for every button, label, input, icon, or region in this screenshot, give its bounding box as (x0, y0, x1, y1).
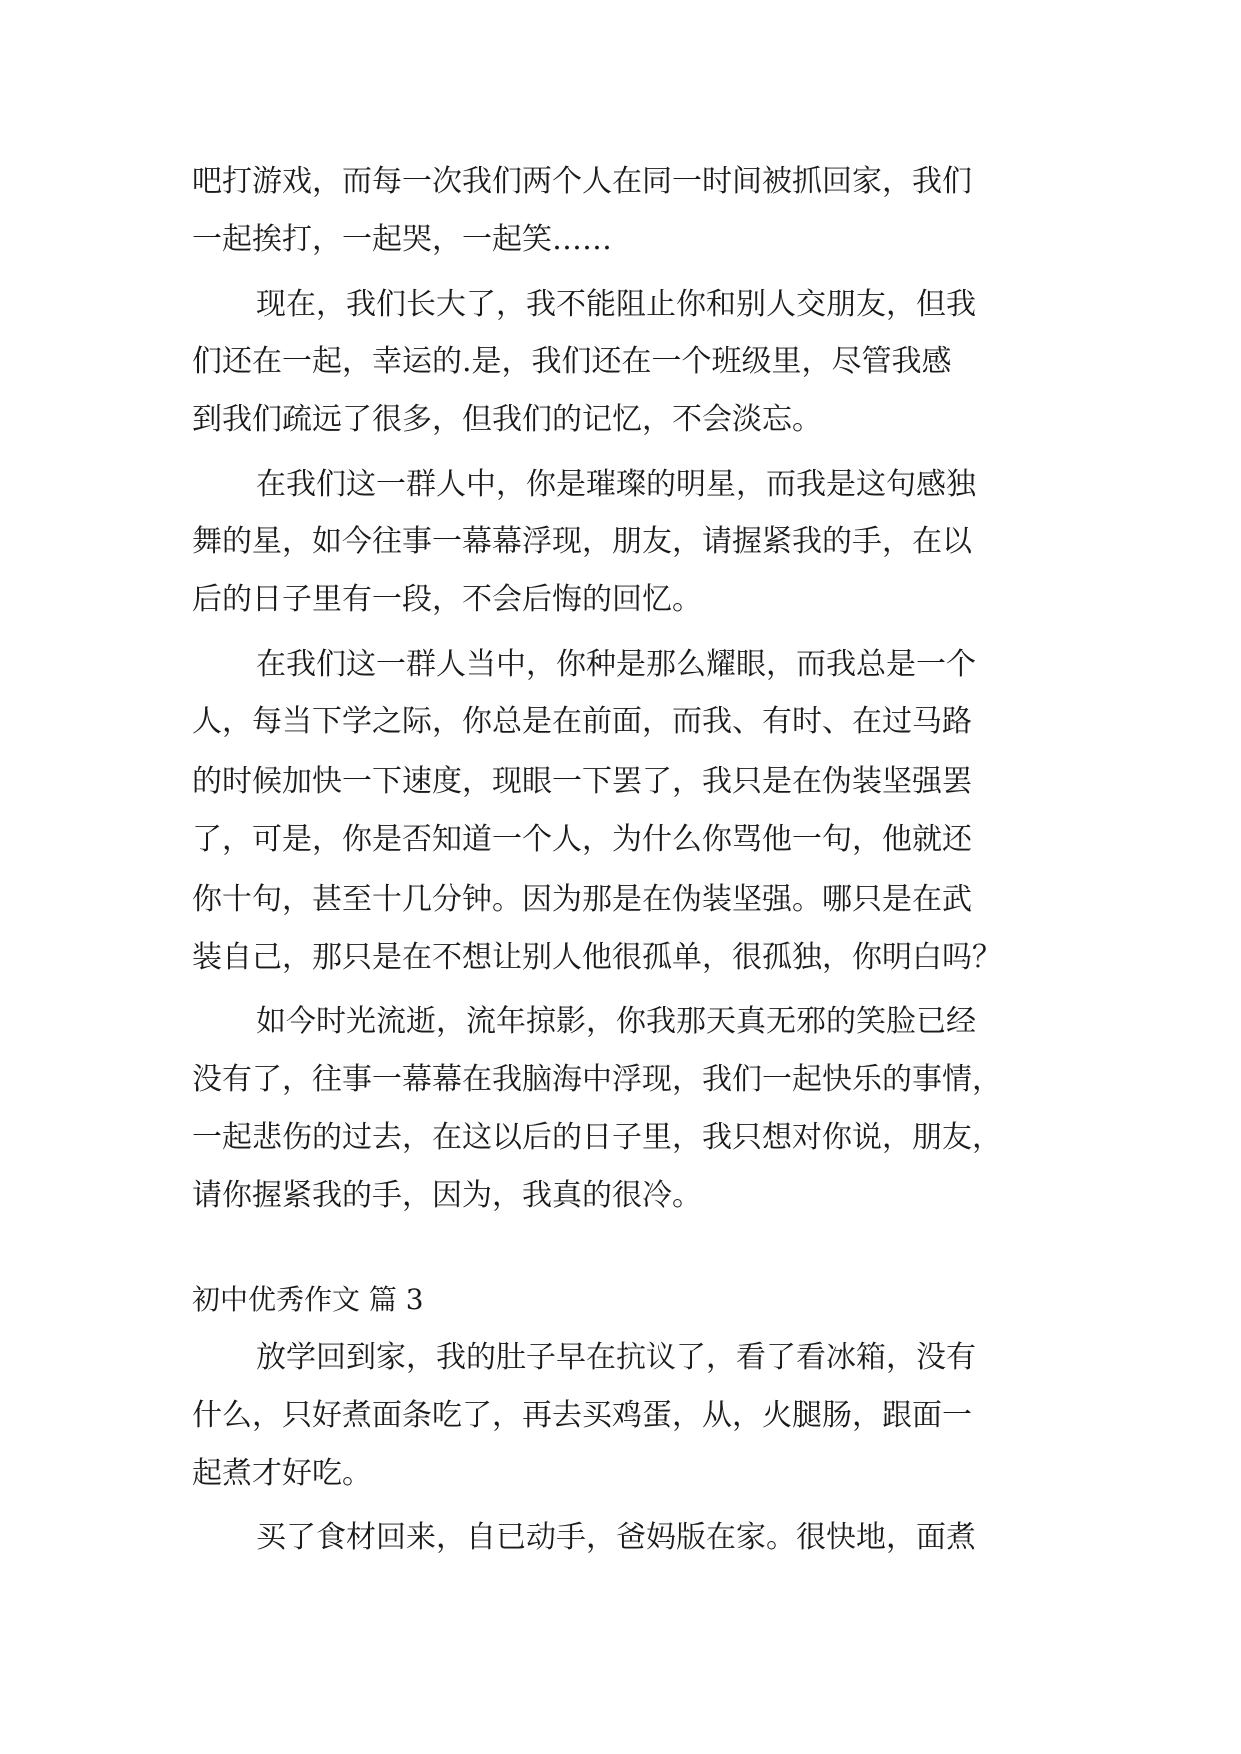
paragraph-start-line: 在我们这一群人中，你是璀璨的明星，而我是这句感独 (256, 467, 976, 502)
text-line: 装自己，那只是在不想让别人他很孤单，很孤独，你明白吗？ (192, 940, 1002, 975)
text-line: 请你握紧我的手，因为，我真的很冷。 (192, 1178, 702, 1213)
paragraph-start-line: 放学回到家，我的肚子早在抗议了，看了看冰箱，没有 (256, 1340, 976, 1375)
text-line: 吧打游戏，而每一次我们两个人在同一时间被抓回家，我们 (192, 164, 972, 199)
text-line: 什么，只好煮面条吃了，再去买鸡蛋，从，火腿肠，跟面一 (192, 1398, 972, 1433)
text-line: 一起悲伤的过去，在这以后的日子里，我只想对你说，朋友， (192, 1120, 1002, 1155)
text-line: 到我们疏远了很多，但我们的记忆，不会淡忘。 (192, 402, 822, 437)
text-line: 一起挨打，一起哭，一起笑…… (192, 222, 612, 257)
text-line: 了，可是，你是否知道一个人，为什么你骂他一句，他就还 (192, 822, 972, 857)
text-line: 你十句，甚至十几分钟。因为那是在伪装坚强。哪只是在武 (192, 882, 972, 917)
paragraph-start-line: 如今时光流逝，流年掠影，你我那天真无邪的笑脸已经 (256, 1004, 976, 1039)
text-line: 没有了，往事一幕幕在我脑海中浮现，我们一起快乐的事情， (192, 1062, 1002, 1097)
paragraph-start-line: 在我们这一群人当中，你种是那么耀眼，而我总是一个 (256, 647, 976, 682)
paragraph-start-line: 现在，我们长大了，我不能阻止你和别人交朋友，但我 (256, 287, 976, 322)
text-line: 舞的星，如今往事一幕幕浮现，朋友，请握紧我的手，在以 (192, 524, 972, 559)
text-line: 的时候加快一下速度，现眼一下罢了，我只是在伪装坚强罢 (192, 764, 972, 799)
text-line: 人，每当下学之际，你总是在前面，而我、有时、在过马路 (192, 704, 972, 739)
text-line: 们还在一起，幸运的.是，我们还在一个班级里，尽管我感 (192, 344, 952, 379)
paragraph-start-line: 买了食材回来，自已动手，爸妈版在家。很快地，面煮 (256, 1520, 976, 1555)
section-heading: 初中优秀作文 篇 3 (192, 1283, 424, 1316)
text-line: 后的日子里有一段，不会后悔的回忆。 (192, 582, 702, 617)
text-line: 起煮才好吃。 (192, 1456, 372, 1491)
